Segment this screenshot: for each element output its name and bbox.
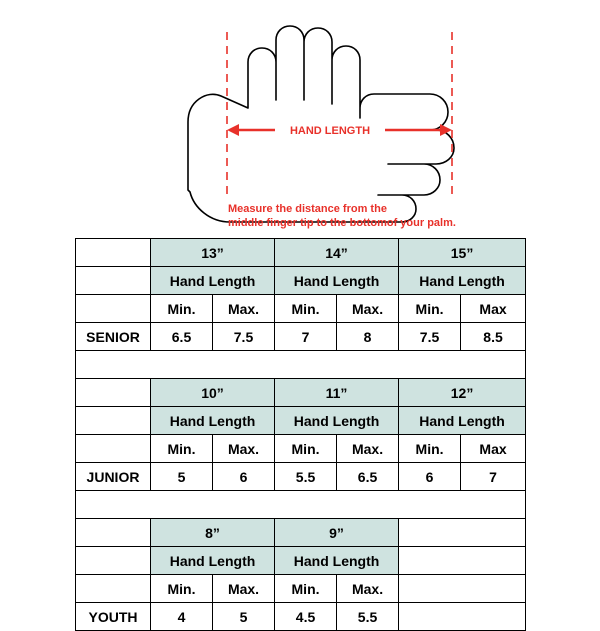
value-cell: 6.5	[337, 463, 399, 491]
table-row	[76, 463, 526, 491]
size-header: 15”	[399, 239, 526, 267]
measure-caption-line-1: Measure the distance from the	[228, 203, 387, 215]
min-header: Min.	[151, 295, 213, 323]
empty-cell	[76, 435, 151, 463]
size-header: 11”	[275, 379, 399, 407]
hand-length-header: Hand Length	[399, 407, 526, 435]
hand-length-header: Hand Length	[151, 267, 275, 295]
row-label-junior: JUNIOR	[76, 463, 151, 491]
value-cell: 5.5	[337, 603, 399, 631]
value-cell: 6.5	[151, 323, 213, 351]
min-header: Min.	[399, 295, 461, 323]
hand-length-header: Hand Length	[275, 407, 399, 435]
empty-cell	[399, 547, 526, 575]
table-row	[76, 603, 526, 631]
table-row	[76, 239, 526, 267]
hand-length-header: Hand Length	[399, 267, 526, 295]
table-row	[76, 379, 526, 407]
min-header: Min.	[275, 295, 337, 323]
empty-cell	[76, 379, 151, 407]
value-cell: 8	[337, 323, 399, 351]
empty-cell	[76, 239, 151, 267]
empty-cell	[76, 295, 151, 323]
group-spacer	[76, 491, 526, 519]
measure-label: HAND LENGTH	[289, 125, 371, 137]
min-header: Min.	[151, 435, 213, 463]
empty-cell	[76, 575, 151, 603]
max-header: Max.	[337, 295, 399, 323]
row-label-youth: YOUTH	[76, 603, 151, 631]
table-row	[76, 267, 526, 295]
max-header: Max	[461, 435, 526, 463]
value-cell: 7.5	[399, 323, 461, 351]
size-header: 13”	[151, 239, 275, 267]
hand-length-header: Hand Length	[151, 547, 275, 575]
empty-cell	[76, 519, 151, 547]
value-cell: 7	[275, 323, 337, 351]
max-header: Max.	[213, 575, 275, 603]
min-header: Min.	[399, 435, 461, 463]
table-row	[76, 407, 526, 435]
hand-diagram	[0, 0, 600, 235]
table-row	[76, 547, 526, 575]
value-cell: 6	[213, 463, 275, 491]
value-cell: 6	[399, 463, 461, 491]
group-spacer	[76, 351, 526, 379]
value-cell: 4	[151, 603, 213, 631]
empty-cell	[399, 519, 526, 547]
max-header: Max.	[213, 295, 275, 323]
size-header: 10”	[151, 379, 275, 407]
value-cell: 5	[151, 463, 213, 491]
table-row	[76, 575, 526, 603]
hand-length-header: Hand Length	[275, 267, 399, 295]
max-header: Max.	[213, 435, 275, 463]
size-table-container	[75, 238, 525, 631]
value-cell: 7	[461, 463, 526, 491]
measure-caption	[228, 202, 558, 230]
min-header: Min.	[275, 575, 337, 603]
empty-cell	[399, 603, 526, 631]
table-row	[76, 519, 526, 547]
value-cell: 8.5	[461, 323, 526, 351]
measure-caption-line-2: middle finger tip to the bottomof your palm.	[228, 217, 456, 229]
table-row	[76, 435, 526, 463]
value-cell: 5.5	[275, 463, 337, 491]
empty-cell	[76, 407, 151, 435]
spacer-cell	[76, 491, 526, 519]
size-header: 14”	[275, 239, 399, 267]
max-header: Max.	[337, 435, 399, 463]
hand-length-header: Hand Length	[151, 407, 275, 435]
table-row	[76, 323, 526, 351]
spacer-cell	[76, 351, 526, 379]
value-cell: 5	[213, 603, 275, 631]
size-header: 8”	[151, 519, 275, 547]
size-header: 9”	[275, 519, 399, 547]
empty-cell	[76, 547, 151, 575]
empty-cell	[76, 267, 151, 295]
max-header: Max.	[337, 575, 399, 603]
max-header: Max	[461, 295, 526, 323]
min-header: Min.	[151, 575, 213, 603]
min-header: Min.	[275, 435, 337, 463]
value-cell: 7.5	[213, 323, 275, 351]
row-label-senior: SENIOR	[76, 323, 151, 351]
value-cell: 4.5	[275, 603, 337, 631]
table-row	[76, 295, 526, 323]
size-header: 12”	[399, 379, 526, 407]
hand-length-header: Hand Length	[275, 547, 399, 575]
size-table	[75, 238, 526, 631]
empty-cell	[399, 575, 526, 603]
